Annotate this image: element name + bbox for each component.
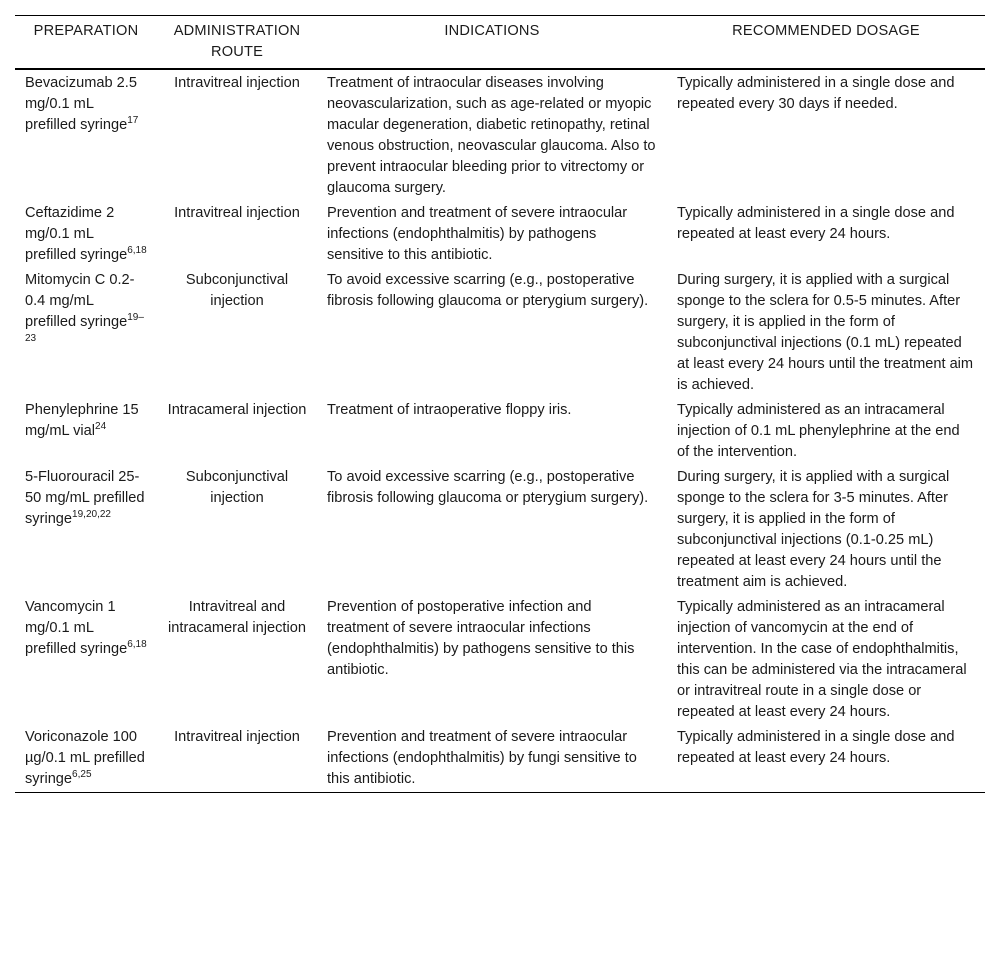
cell-dosage: Typically administered in a single dose and repeated every 30 days if needed. [677, 75, 955, 112]
cell-indications: Treatment of intraoperative floppy iris. [327, 402, 572, 418]
cell-route: Intravitreal and intracameral injection [168, 599, 306, 636]
cell-route: Subconjunctival injection [185, 469, 289, 506]
cell-preparation [15, 268, 157, 398]
cell-preparation [15, 465, 157, 595]
reference-superscript: 6,25 [72, 769, 92, 781]
header-recommended-dosage: RECOMMENDED DOSAGE [732, 23, 920, 39]
preparation-name: Voriconazole 100 µg/0.1 mL prefilled syringe [25, 729, 145, 787]
preparation-name: 5-Fluorouracil 25-50 mg/mL prefilled syringe [25, 469, 145, 527]
table-row [15, 595, 985, 725]
table-body [15, 69, 985, 793]
cell-route: Subconjunctival injection [185, 272, 289, 309]
preparations-table [15, 15, 985, 793]
cell-preparation [15, 398, 157, 465]
preparation-name: Bevacizumab 2.5 mg/0.1 mL prefilled syringe [25, 75, 137, 133]
table-row [15, 201, 985, 268]
header-row [15, 16, 985, 70]
cell-dosage: Typically administered as an intracameral injection of vancomycin at the end of intervention. In the case of endophthalmitis, this can be administered via the intracameral or intravitreal route in a single dose or repeated at least every 24 hours. [677, 599, 967, 720]
table-row [15, 725, 985, 793]
cell-indications: Prevention and treatment of severe intraocular infections (endophthalmitis) by fungi sensitive to this antibiotic. [327, 729, 637, 787]
cell-dosage: During surgery, it is applied with a surgical sponge to the sclera for 0.5-5 minutes. After surgery, it is applied in the form of subconjunctival injections (0.1 mL) repeated at least every 24 hours until the treatment aim is achieved. [677, 272, 974, 393]
table-row [15, 398, 985, 465]
cell-route: Intravitreal injection [174, 75, 300, 91]
preparation-name: Vancomycin 1 mg/0.1 mL prefilled syringe [25, 599, 128, 657]
preparation-name: Phenylephrine 15 mg/mL vial [25, 402, 139, 439]
table-header [15, 16, 985, 70]
reference-superscript: 19–23 [25, 312, 144, 345]
cell-preparation [15, 595, 157, 725]
cell-preparation [15, 201, 157, 268]
cell-dosage: Typically administered in a single dose and repeated at least every 24 hours. [677, 205, 955, 242]
cell-preparation [15, 69, 157, 201]
header-preparation: PREPARATION [33, 23, 139, 39]
preparation-name: Mitomycin C 0.2-0.4 mg/mL prefilled syringe [25, 272, 135, 330]
cell-indications: To avoid excessive scarring (e.g., postoperative fibrosis following glaucoma or pterygium surgery). [327, 469, 649, 506]
table-row [15, 69, 985, 201]
cell-route: Intracameral injection [167, 402, 307, 418]
header-indications: INDICATIONS [444, 23, 540, 39]
table-row [15, 268, 985, 398]
cell-indications: Treatment of intraocular diseases involving neovascularization, such as age-related or myopic macular degeneration, diabetic retinopathy, retinal venous obstruction, neovascular glaucoma. Also to prevent intraocular bleeding prior to vitrectomy or glaucoma surgery. [327, 75, 656, 196]
reference-superscript: 24 [95, 421, 107, 433]
cell-preparation [15, 725, 157, 793]
preparation-name: Ceftazidime 2 mg/0.1 mL prefilled syringe [25, 205, 128, 263]
cell-dosage: Typically administered as an intracameral injection of 0.1 mL phenylephrine at the end of the intervention. [677, 402, 960, 460]
table-row [15, 465, 985, 595]
reference-superscript: 19,20,22 [72, 509, 111, 521]
cell-route: Intravitreal injection [174, 205, 300, 221]
header-administration-route: ADMINISTRATION ROUTE [173, 23, 301, 60]
reference-superscript: 6,18 [127, 245, 147, 257]
cell-route: Intravitreal injection [174, 729, 300, 745]
cell-indications: Prevention and treatment of severe intraocular infections (endophthalmitis) by pathogens sensitive to this antibiotic. [327, 205, 628, 263]
reference-superscript: 6,18 [127, 639, 147, 651]
reference-superscript: 17 [127, 115, 139, 127]
cell-dosage: During surgery, it is applied with a surgical sponge to the sclera for 3-5 minutes. After surgery, it is applied in the form of subconjunctival injections (0.1-0.25 mL) repeated at least every 24 hours until the treatment aim is achieved. [677, 469, 950, 590]
cell-dosage: Typically administered in a single dose and repeated at least every 24 hours. [677, 729, 955, 766]
cell-indications: Prevention of postoperative infection and treatment of severe intraocular infections (endophthalmitis) by pathogens sensitive to this antibiotic. [327, 599, 635, 678]
preparations-table-container [15, 15, 985, 793]
cell-indications: To avoid excessive scarring (e.g., postoperative fibrosis following glaucoma or pterygium surgery). [327, 272, 649, 309]
